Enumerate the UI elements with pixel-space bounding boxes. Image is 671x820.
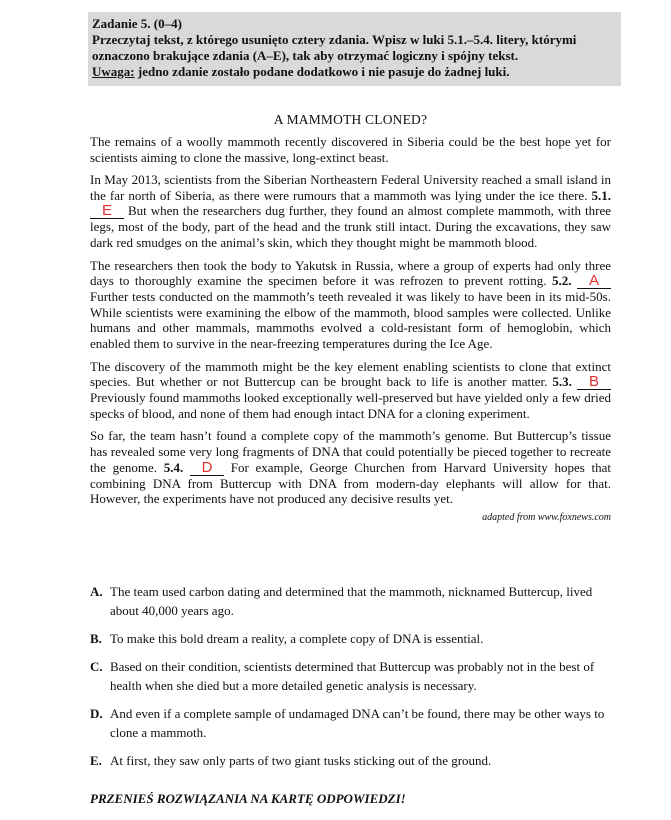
gap-1-field[interactable] (90, 202, 124, 220)
option-text: At first, they saw only parts of two giant tusks sticking out of the ground. (110, 753, 492, 768)
option-text: To make this bold dream a reality, a complete copy of DNA is essential. (110, 631, 484, 646)
paragraph-3-start: The researchers then took the body to Yakutsk in Russia, where a group of experts had only three days to thoroughly examine the specimen before it was refrozen to prevent rotting. (90, 257, 611, 289)
gap-4-label: 5.4. (163, 459, 184, 475)
option-b (90, 629, 615, 648)
task-note-label: Uwaga: (92, 64, 135, 79)
gap-3-field[interactable] (577, 373, 611, 391)
options-list (90, 582, 615, 779)
paragraph-4 (90, 359, 611, 422)
article-source: adapted from www.foxnews.com (482, 511, 611, 523)
task-title: Zadanie 5. (0–4) (92, 16, 182, 31)
paragraph-2-end: But when the researchers dug further, they found an almost complete mammoth, with three legs, most of the body, part of the head and the trunk still intact. During the excavations, they saw dark red smudges on the animal’s skin, which they thought might be mammoth blood. (90, 203, 611, 250)
paragraph-5-end: For example, George Churchen from Harvard University hopes that combining DNA from Buttercup with DNA from modern-day elephants will allow for that. However, the experiments have not produced any decisive results yet. (90, 459, 612, 507)
task-note-text: jedno zdanie zostało podane dodatkowo i nie pasuje do żadnej luki. (134, 64, 510, 79)
transfer-answers-note: PRZENIEŚ ROZWIĄZANIA NA KARTĘ ODPOWIEDZI! (90, 791, 406, 806)
paragraph-1: The remains of a woolly mammoth recently discovered in Siberia could be the best hope yet for scientists aiming to clone the massive, long-extinct beast. (90, 134, 611, 165)
option-a (90, 582, 615, 620)
paragraph-3-end: Further tests conducted on the mammoth’s teeth revealed it was likely to have been in its mid-50s. While scientists were examining the elbow of the mammoth, blood samples were collected. Unlike humans and other mammals, mammoths evolved a cold-resistant form of hemoglobin, which enabled them to survive in the near-freezing temperatures during the Ice Age. (90, 289, 611, 351)
paragraph-2-start: In May 2013, scientists from the Siberian Northeastern Federal University reached a small island in the far north of Siberia, as there were rumours that a mammoth was lying under the ice there. (90, 172, 611, 203)
gap-4-field[interactable] (190, 458, 224, 476)
task-header (88, 12, 621, 86)
gap-1-label: 5.1. (591, 187, 611, 203)
gap-2-field[interactable] (577, 272, 611, 290)
paragraph-2 (90, 172, 611, 250)
article-title: A MAMMOTH CLONED? (273, 112, 428, 127)
option-letter: E. (90, 753, 102, 768)
option-text: The team used carbon dating and determined that the mammoth, nicknamed Buttercup, lived about 40,000 years ago. (110, 584, 593, 618)
gap-2-answer: A (588, 272, 599, 290)
gap-4-answer: D (201, 458, 213, 476)
option-letter: D. (90, 706, 103, 721)
option-text: And even if a complete sample of undamaged DNA can’t be found, there may be other ways to clone a mammoth. (110, 706, 605, 740)
task-instruction-line-2: oznaczono brakujące zdania (A–E), tak aby otrzymać logiczny i spójny tekst. (92, 48, 519, 63)
paragraph-5-start: So far, the team hasn’t found a complete copy of the mammoth’s genome. But Buttercup’s tissue has revealed some very long fragments of DNA that could potentially be pieced together to recreate the genome. (90, 428, 611, 475)
gap-1-answer: E (101, 202, 112, 220)
gap-3-label: 5.3. (552, 374, 572, 390)
paragraph-4-start: The discovery of the mammoth might be the key element enabling scientists to clone that extinct species. But whether or not Buttercup can be brought back to life is another matter. (90, 358, 611, 390)
option-letter: B. (90, 631, 102, 646)
article-body (90, 134, 611, 523)
paragraph-3 (90, 258, 611, 352)
option-c (90, 657, 615, 695)
task-note (92, 64, 617, 80)
option-d (90, 704, 615, 742)
gap-2-label: 5.2. (552, 273, 572, 289)
paragraph-5 (90, 428, 611, 506)
option-text: Based on their condition, scientists determined that Buttercup was probably not in the best of health when she died but a more detailed genetic analysis is necessary. (110, 659, 595, 693)
option-letter: A. (90, 584, 103, 599)
option-letter: C. (90, 659, 103, 674)
paragraph-4-end: Previously found mammoths looked exceptionally well-preserved but have yielded only a few dried specks of blood, and none of them had enough intact DNA for a cloning experiment. (90, 390, 611, 421)
gap-3-answer: B (588, 373, 599, 391)
task-instruction-line-1: Przeczytaj tekst, z którego usunięto cztery zdania. Wpisz w luki 5.1.–5.4. litery, którymi (92, 32, 577, 47)
option-e (90, 751, 615, 770)
